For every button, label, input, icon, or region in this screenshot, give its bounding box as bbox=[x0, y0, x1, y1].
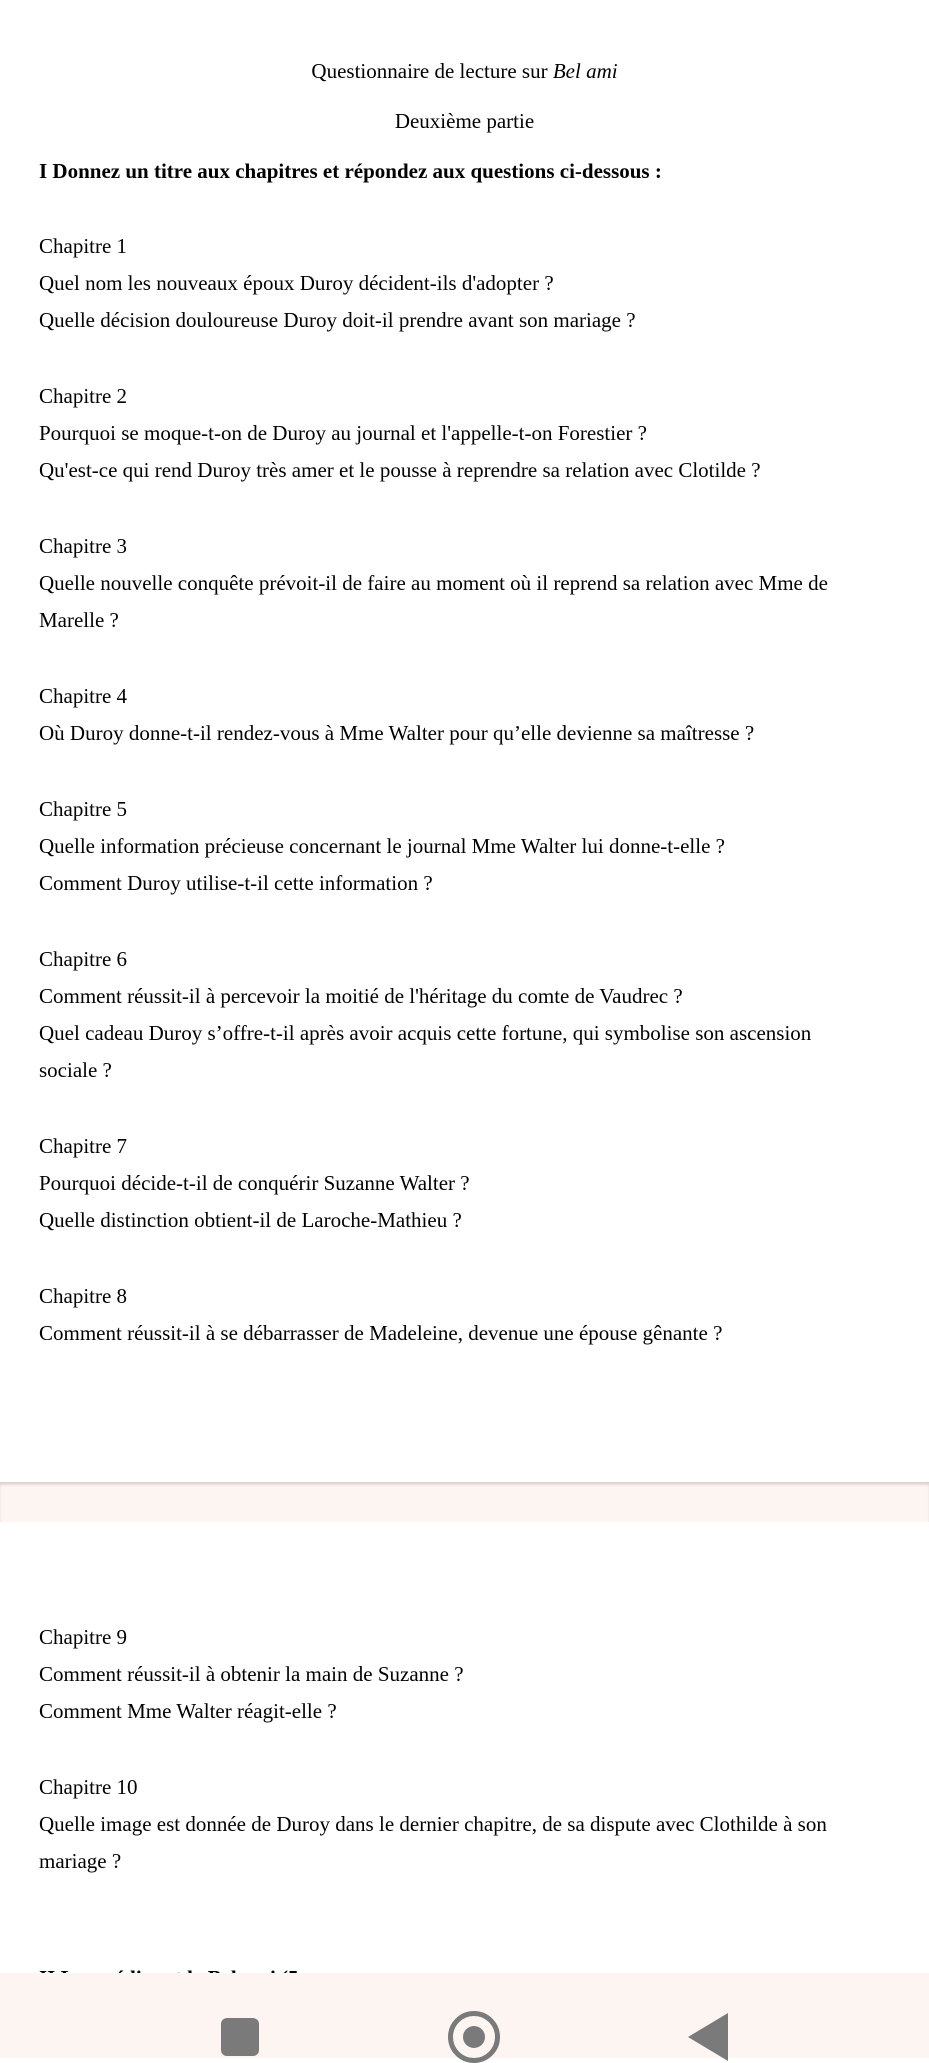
title-prefix: Questionnaire de lecture sur bbox=[311, 59, 553, 83]
chapter-2-question-1: Pourquoi se moque-t-on de Duroy au journal et l'appelle-t-on Forestier ? bbox=[39, 421, 647, 445]
chapter-7-question-1: Pourquoi décide-t-il de conquérir Suzanne Walter ? bbox=[39, 1171, 470, 1195]
chapter-10-question-1-cont: mariage ? bbox=[39, 1849, 122, 1873]
chapter-5-question-2: Comment Duroy utilise-t-il cette information ? bbox=[39, 871, 433, 895]
back-icon[interactable] bbox=[688, 2013, 728, 2061]
page-title bbox=[0, 59, 929, 84]
home-icon[interactable] bbox=[448, 2011, 500, 2063]
chapter-3-question-1-cont: Marelle ? bbox=[39, 608, 119, 632]
chapter-9-question-1: Comment réussit-il à obtenir la main de Suzanne ? bbox=[39, 1662, 464, 1686]
chapter-2-label: Chapitre 2 bbox=[39, 384, 128, 408]
chapter-6-question-2-cont: sociale ? bbox=[39, 1058, 112, 1082]
chapter-1-question-2: Quelle décision douloureuse Duroy doit-il prendre avant son mariage ? bbox=[39, 308, 636, 332]
chapter-10-label: Chapitre 10 bbox=[39, 1775, 138, 1799]
instruction-heading: I Donnez un titre aux chapitres et répondez aux questions ci-dessous : bbox=[39, 159, 662, 183]
recent-apps-icon[interactable] bbox=[221, 2018, 259, 2056]
chapter-4-question-1: Où Duroy donne-t-il rendez-vous à Mme Walter pour qu’elle devienne sa maîtresse ? bbox=[39, 721, 755, 745]
chapter-7-label: Chapitre 7 bbox=[39, 1134, 128, 1158]
chapter-4-label: Chapitre 4 bbox=[39, 684, 128, 708]
chapter-5-question-1: Quelle information précieuse concernant le journal Mme Walter lui donne-t-elle ? bbox=[39, 834, 725, 858]
book-title: Bel ami bbox=[552, 59, 618, 83]
chapter-9-question-2: Comment Mme Walter réagit-elle ? bbox=[39, 1699, 337, 1723]
chapter-8-question-1: Comment réussit-il à se débarrasser de Madeleine, devenue une épouse gênante ? bbox=[39, 1321, 723, 1345]
chapter-2-question-2: Qu'est-ce qui rend Duroy très amer et le pousse à reprendre sa relation avec Clotilde ? bbox=[39, 458, 761, 482]
chapter-1-question-1: Quel nom les nouveaux époux Duroy décident-ils d'adopter ? bbox=[39, 271, 554, 295]
android-navigation-bar bbox=[0, 1973, 929, 2058]
document-page-2 bbox=[0, 1522, 929, 1972]
chapter-6-question-2: Quel cadeau Duroy s’offre-t-il après avoir acquis cette fortune, qui symbolise son ascension bbox=[39, 1021, 812, 1045]
chapter-1-label: Chapitre 1 bbox=[39, 234, 128, 258]
chapter-10-question-1: Quelle image est donnée de Duroy dans le dernier chapitre, de sa dispute avec Clothilde à son bbox=[39, 1812, 827, 1836]
chapter-3-question-1: Quelle nouvelle conquête prévoit-il de faire au moment où il reprend sa relation avec Mme de bbox=[39, 571, 828, 595]
chapter-7-question-2: Quelle distinction obtient-il de Laroche-Mathieu ? bbox=[39, 1208, 462, 1232]
chapter-8-label: Chapitre 8 bbox=[39, 1284, 128, 1308]
chapter-9-label: Chapitre 9 bbox=[39, 1625, 128, 1649]
home-icon-dot bbox=[463, 2026, 485, 2048]
page-subtitle: Deuxième partie bbox=[394, 109, 535, 133]
chapter-6-question-1: Comment réussit-il à percevoir la moitié de l'héritage du comte de Vaudrec ? bbox=[39, 984, 683, 1008]
chapter-3-label: Chapitre 3 bbox=[39, 534, 128, 558]
chapter-5-label: Chapitre 5 bbox=[39, 797, 128, 821]
page-separator bbox=[0, 1482, 929, 1522]
chapter-6-label: Chapitre 6 bbox=[39, 947, 128, 971]
